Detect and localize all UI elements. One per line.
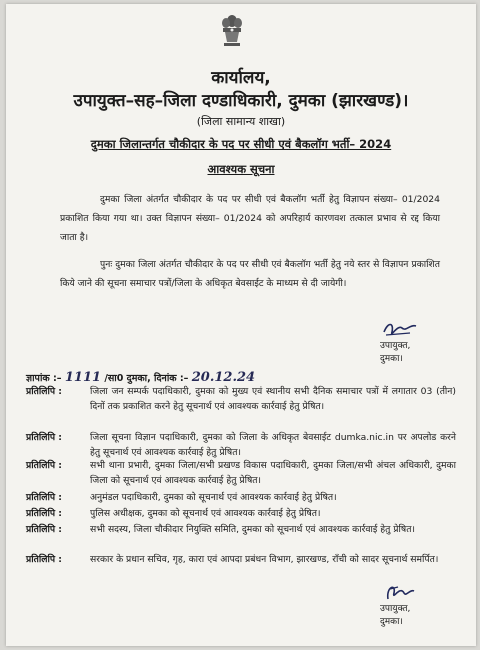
copy-label: प्रतिलिपि : <box>26 460 62 471</box>
signature-2-designation: उपायुक्त, <box>380 604 411 614</box>
handwritten-signature-2 <box>380 581 420 603</box>
memo-number: 1111 <box>64 370 102 385</box>
copy-label: प्रतिलिपि : <box>26 386 62 397</box>
memo-middle: /सा0 दुमका, दिनांक :– <box>104 373 189 384</box>
copy-text: पुलिस अधीक्षक, दुमका को सूचनार्थ एवं आवश्यक कार्रवाई हेतु प्रेषित। <box>90 508 321 519</box>
copy-label: प्रतिलिपि : <box>26 432 62 443</box>
memo-date: 20.12.24 <box>191 370 256 385</box>
copy-label: प्रतिलिपि : <box>26 508 62 519</box>
copy-text: सभी सदस्य, जिला चौकीदार नियुक्ति समिति, दुमका को सूचनार्थ एवं आवश्यक कार्रवाई हेतु प्रेषित। <box>90 524 415 535</box>
copy-label: प्रतिलिपि : <box>26 554 62 565</box>
copy-item <box>26 459 456 488</box>
copy-item <box>26 553 456 568</box>
national-emblem-icon <box>218 12 246 52</box>
memo-prefix: ज्ञापांक :– <box>26 373 62 384</box>
body-paragraph-2: पुनः दुमका जिला अंतर्गत चौकीदार के पद पर सीधी एवं बैकलॉग भर्ती हेतु नये स्तर से विज्ञापन प्रकाशित किये जाने की सूचना समाचार पत्रों/जिला के अधिकृत बेवसाईट के माध्यम से दी जायेगी। <box>60 259 440 289</box>
copy-text: जिला जन सम्पर्क पदाधिकारी, दुमका को मुख्य एवं स्थानीय सभी दैनिक समाचार पत्रों में लगातार 03 (तीन) दिनों तक प्रकाशित करने हेतु सूचनार्थ एवं आवश्यक कार्रवाई हेतु प्रेषित। <box>90 386 456 412</box>
copy-text: सरकार के प्रधान सचिव, गृह, कारा एवं आपदा प्रबंधन विभाग, झारखण्ड, राँची को सादर सूचनार्थ समर्पित। <box>90 554 439 565</box>
signature-1-designation: उपायुक्त, <box>380 341 411 351</box>
copy-text: जिला सूचना विज्ञान पदाधिकारी, दुमका को जिला के अधिकृत बेवसाईट dumka.nic.in पर अपलोड करने हेतु सूचनार्थ एवं आवश्यक कार्रवाई हेतु प्रेषित। <box>90 432 456 458</box>
copy-text: सभी थाना प्रभारी, दुमका जिला/सभी प्रखण्ड विकास पदाधिकारी, दुमका जिला/सभी अंचल अधिकारी, दुमका जिला को सूचनार्थ एवं आवश्यक कार्रवाई हेतु प्रेषित। <box>90 460 456 486</box>
copy-item <box>26 523 456 538</box>
signature-block-2 <box>380 581 460 629</box>
branch-subheading: (जिला सामान्य शाखा) <box>196 115 286 128</box>
memo-reference-line <box>26 370 255 385</box>
letter-page <box>6 4 476 646</box>
subject-line: दुमका जिलान्तर्गत चौकीदार के पद पर सीधी एवं बैकलॉग भर्ती– 2024 <box>90 137 392 151</box>
office-heading: कार्यालय, <box>211 68 271 88</box>
copy-label: प्रतिलिपि : <box>26 492 62 503</box>
signature-2-place: दुमका। <box>380 617 403 627</box>
signature-block-1 <box>380 318 460 366</box>
copy-item <box>26 431 456 460</box>
handwritten-signature-1 <box>380 318 420 340</box>
notice-title: आवश्यक सूचना <box>207 162 275 176</box>
signature-1-place: दुमका। <box>380 354 403 364</box>
copy-item <box>26 385 456 414</box>
copy-label: प्रतिलिपि : <box>26 524 62 535</box>
authority-heading: उपायुक्त–सह–जिला दण्डाधिकारी, दुमका (झारखण्ड)। <box>73 91 409 111</box>
body-paragraph-1: दुमका जिला अंतर्गत चौकीदार के पद पर सीधी एवं बैकलॉग भर्ती हेतु विज्ञापन संख्या– 01/2024 प्रकाशित किया गया था। उक्त विज्ञापन संख्या– 01/2024 को अपरिहार्य कारणवश तत्काल प्रभाव से रद्द किया जाता है। <box>60 194 440 243</box>
copy-text: अनुमंडल पदाधिकारी, दुमका को सूचनार्थ एवं आवश्यक कार्रवाई हेतु प्रेषित। <box>90 492 337 503</box>
copy-item <box>26 491 456 506</box>
copy-item <box>26 507 456 522</box>
